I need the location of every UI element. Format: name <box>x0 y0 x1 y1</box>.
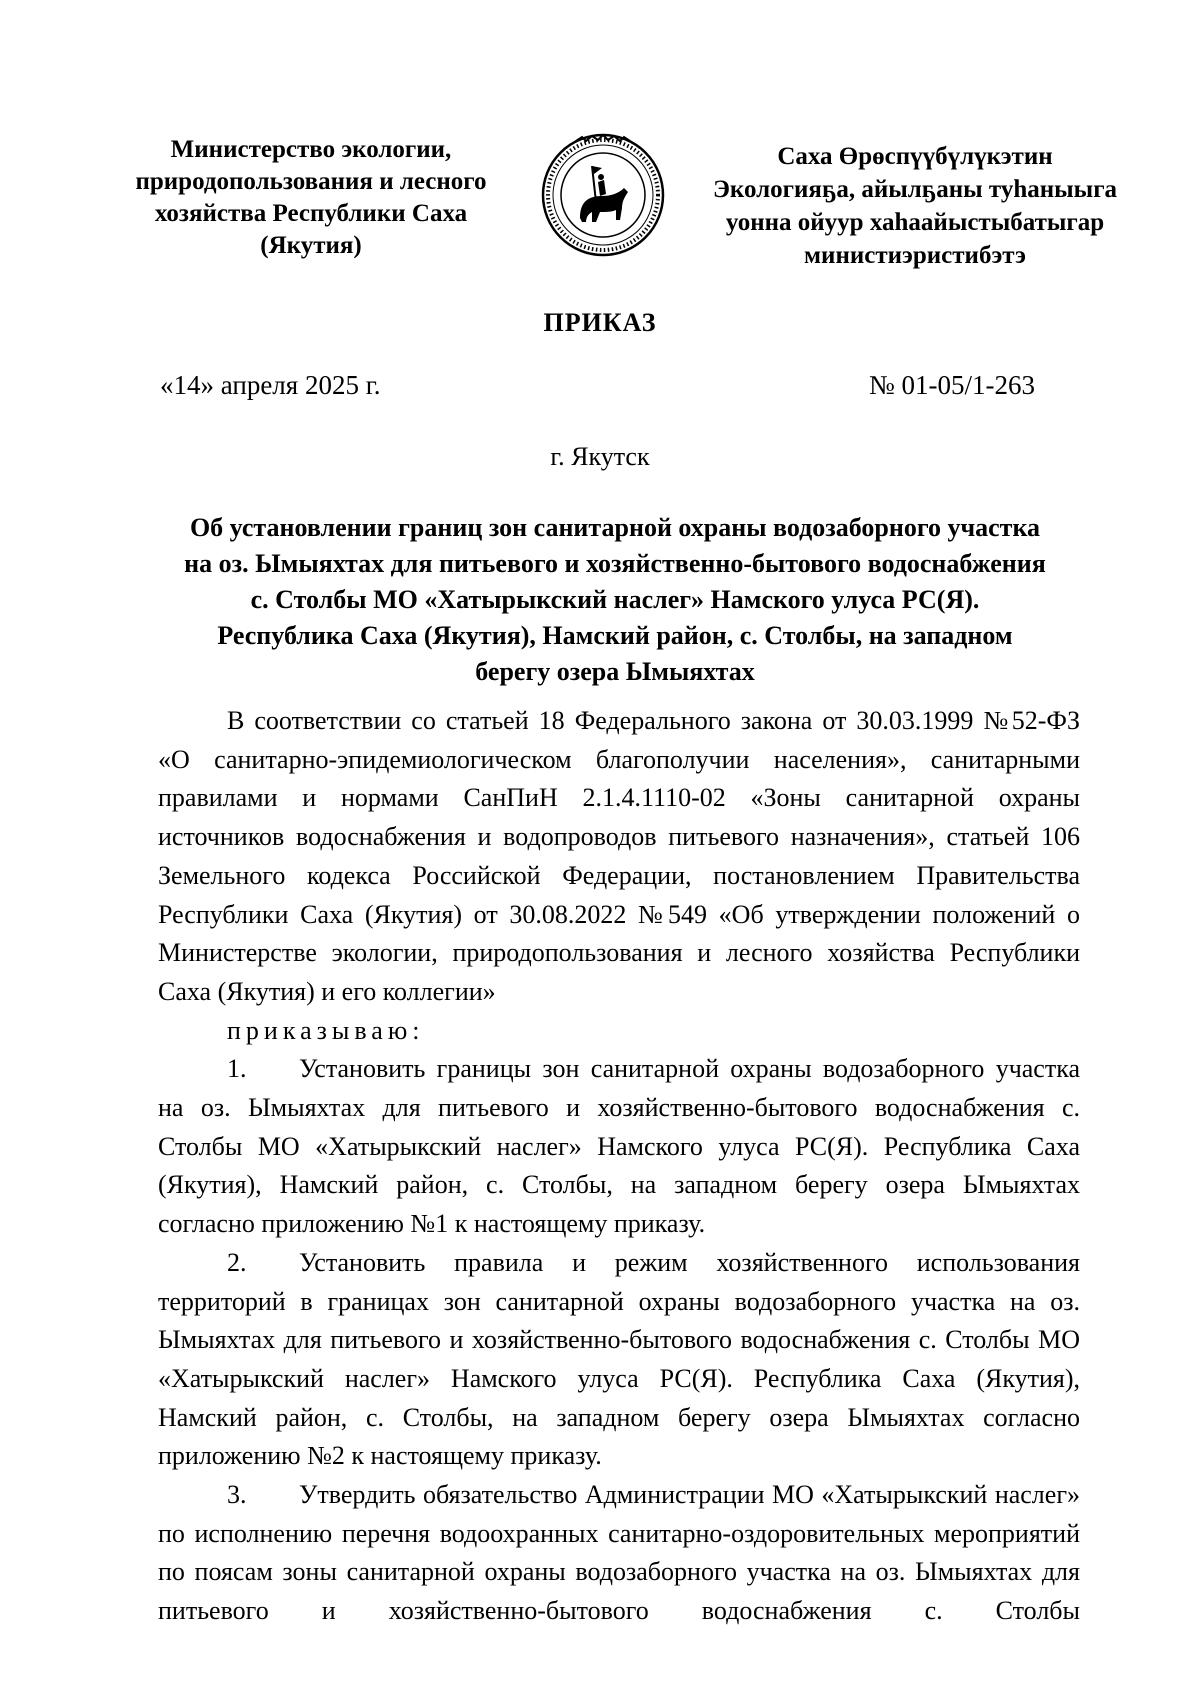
item-text: Установить границы зон санитарной охраны водозаборного участка на оз. Ымыяхтах для питьевого и хозяйственно-бытового водоснабжения с. Столбы МО «Хатырыкский наслег» Намского улуса РС(Я). Республика Саха (Якутия), Намский район, с. Столбы, на западном берегу озера Ымыяхтах согласно приложению №1 к настоящему приказу. <box>158 1054 1080 1239</box>
subject-line: с. Столбы МО «Хатырыкский наслег» Намского улуса РС(Я). <box>250 585 980 614</box>
ministry-line: Экологияҕа, айылҕаны туһаныыга <box>712 176 1118 203</box>
order-body <box>158 702 1080 1631</box>
ministry-name-russian <box>126 134 496 262</box>
subject-line: на оз. Ымыяхтах для питьевого и хозяйственно-бытового водоснабжения <box>184 549 1046 578</box>
ministry-name-sakha <box>690 140 1140 272</box>
order-item-3 <box>158 1476 1080 1631</box>
subject-line: берегу озера Ымыяхтах <box>475 657 755 686</box>
item-text: Утвердить обязательство Администрации МО «Хатырыкский наслег» по исполнению перечня водоохранных санитарно-оздоровительных мероприятий по поясам зоны санитарной охраны водозаборного участка на оз. Ымыяхтах для питьевого и хозяйственно-бытового водоснабжения с. Столбы <box>158 1480 1080 1626</box>
preamble-paragraph: В соответствии со статьей 18 Федерального закона от 30.03.1999 №52-ФЗ «О санитарно-эпидемиологическом благополучии населения», санитарными правилами и нормами СанПиН 2.1.4.1110-02 «Зоны санитарной охраны источников водоснабжения и водопроводов питьевого назначения», статьей 106 Земельного кодекса Российской Федерации, постановлением Правительства Республики Саха (Якутия) от 30.08.2022 №549 «Об утверждении положений о Министерстве экологии, природопользования и лесного хозяйства Республики Саха (Якутия) и его коллегии» <box>158 706 1080 1006</box>
emblem-icon <box>540 132 666 258</box>
item-text: Установить правила и режим хозяйственного использования территорий в границах зон санитарной охраны водозаборного участка на оз. Ымыяхтах для питьевого и хозяйственно-бытового водоснабжения с. Столбы МО «Хатырыкский наслег» Намского улуса РС(Я). Республика Саха (Якутия), Намский район, с. Столбы, на западном берегу озера Ымыяхтах согласно приложению №2 к настоящему приказу. <box>158 1247 1080 1471</box>
subject-line: Об установлении границ зон санитарной охраны водозаборного участка <box>189 513 1041 542</box>
item-number: 1. <box>227 1054 247 1084</box>
item-number: 2. <box>227 1247 247 1277</box>
order-item-1 <box>158 1050 1080 1244</box>
item-number: 3. <box>227 1480 247 1510</box>
document-title: ПРИКАЗ <box>543 308 657 337</box>
order-verb: приказываю: <box>227 1015 425 1045</box>
order-city: г. Якутск <box>550 442 650 471</box>
ministry-line: природопользования и лесного <box>135 168 487 195</box>
ministry-line: (Якутия) <box>260 232 362 259</box>
ministry-line: хозяйства Республики Саха <box>154 200 468 227</box>
ministry-line: министиэристибэтэ <box>804 242 1026 269</box>
ministry-line: Саха Өрөспүүбүлүкэтин <box>777 143 1053 170</box>
order-subject <box>150 510 1080 690</box>
order-date: «14» апреля 2025 г. <box>160 370 381 400</box>
order-number: № 01-05/1-263 <box>869 370 1035 400</box>
ministry-line: уонна ойуур хаһаайыстыбатыгар <box>725 209 1105 236</box>
order-item-2 <box>158 1244 1080 1476</box>
ministry-line: Министерство экологии, <box>170 136 452 163</box>
subject-line: Республика Саха (Якутия), Намский район, с. Столбы, на западном <box>217 621 1013 650</box>
